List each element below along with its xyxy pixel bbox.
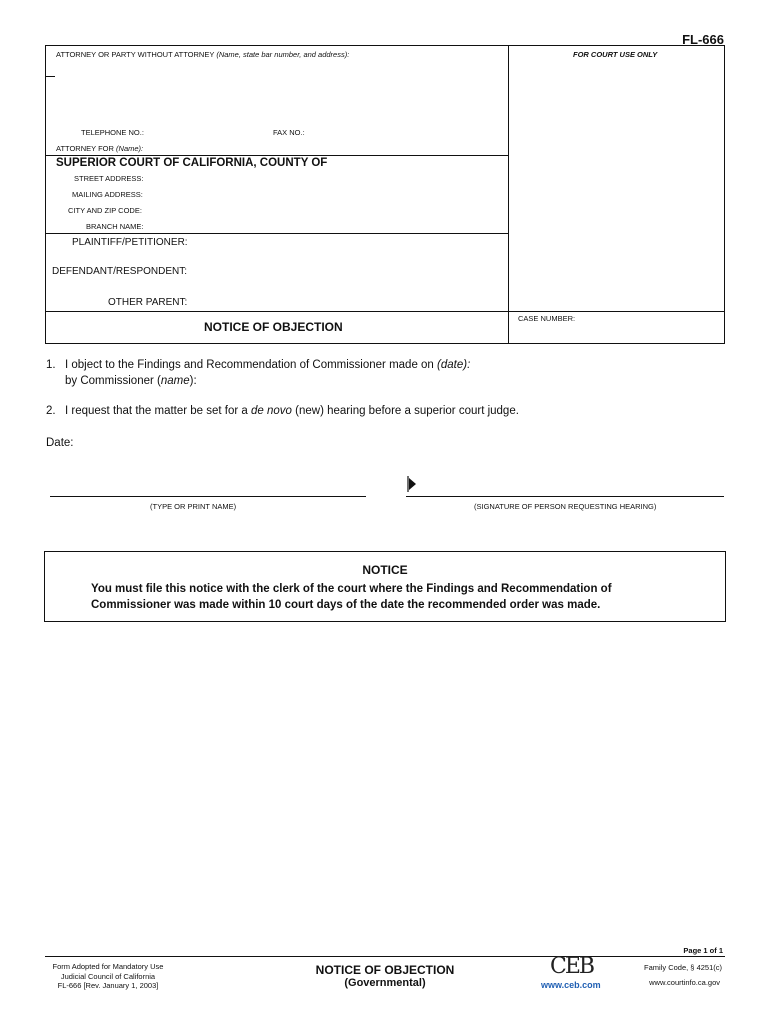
print-name-line: [50, 496, 366, 497]
attorney-info-field[interactable]: [50, 60, 500, 122]
adoption-info: Form Adopted for Mandatory Use Judicial Council of California FL-666 [Rev. January 1, 2003]: [52, 962, 164, 990]
defendant-field[interactable]: [195, 264, 500, 278]
ceb-link[interactable]: www.ceb.com: [541, 980, 601, 990]
notice-line1: You must file this notice with the clerk of the court where the Findings and Recommendation of: [91, 583, 612, 595]
notice-title: NOTICE: [362, 563, 408, 577]
mailing-field[interactable]: [150, 188, 500, 201]
item1-by-commissioner: by Commissioner (name):: [65, 375, 197, 387]
item1-text: I object to the Findings and Recommendation of Commissioner made on (date):: [65, 359, 471, 371]
divider: [45, 233, 508, 234]
city-label: CITY AND ZIP CODE:: [68, 206, 142, 215]
item2-text: I request that the matter be set for a de novo (new) hearing before a superior court judge.: [65, 405, 519, 417]
form-number: FL-666: [682, 32, 724, 47]
signature-line: [406, 496, 724, 497]
attorney-for-label: ATTORNEY FOR (Name):: [56, 144, 144, 153]
street-label: STREET ADDRESS:: [74, 174, 144, 183]
mailing-label: MAILING ADDRESS:: [72, 190, 143, 199]
fax-field[interactable]: [308, 124, 503, 138]
defendant-label: DEFENDANT/RESPONDENT:: [52, 266, 188, 277]
page-number: Page 1 of 1: [683, 946, 723, 955]
footer-subtitle: (Governmental): [344, 977, 426, 989]
case-number-field[interactable]: [515, 324, 720, 340]
caption-divider: [508, 45, 509, 344]
court-use-area: [512, 62, 720, 307]
item1-number: 1.: [46, 359, 56, 371]
fax-label: FAX NO.:: [273, 128, 305, 137]
court-use-label: FOR COURT USE ONLY: [573, 50, 658, 59]
telephone-label: TELEPHONE NO.:: [81, 128, 144, 137]
other-parent-field[interactable]: [195, 295, 500, 309]
city-field[interactable]: [150, 204, 500, 217]
branch-label: BRANCH NAME:: [86, 222, 144, 231]
divider: [45, 311, 725, 312]
court-title: SUPERIOR COURT OF CALIFORNIA, COUNTY OF: [56, 157, 328, 169]
attorney-for-field[interactable]: [130, 140, 500, 154]
attorney-label: ATTORNEY OR PARTY WITHOUT ATTORNEY (Name, state bar number, and address):: [56, 50, 350, 59]
divider: [45, 155, 508, 156]
street-field[interactable]: [150, 172, 500, 185]
commissioner-name-field[interactable]: [200, 373, 718, 388]
signature-label: (SIGNATURE OF PERSON REQUESTING HEARING): [474, 502, 657, 511]
county-field[interactable]: [325, 157, 503, 171]
ceb-logo: CEB: [550, 954, 594, 979]
item1-date-field[interactable]: [468, 357, 718, 372]
date-field[interactable]: [80, 435, 330, 450]
field-marker: [45, 76, 55, 77]
notice-line2: Commissioner was made within 10 court days of the date the recommended order was made.: [91, 599, 601, 611]
print-name-label: (TYPE OR PRINT NAME): [150, 502, 237, 511]
date-label: Date:: [46, 437, 74, 449]
telephone-field[interactable]: [146, 124, 261, 138]
plaintiff-label: PLAINTIFF/PETITIONER:: [72, 237, 188, 248]
item2-number: 2.: [46, 405, 56, 417]
signature-field[interactable]: [420, 475, 720, 495]
footer-divider: [45, 956, 725, 957]
form-title: NOTICE OF OBJECTION: [204, 320, 343, 334]
case-number-label: CASE NUMBER:: [518, 314, 576, 323]
plaintiff-field[interactable]: [195, 235, 500, 249]
branch-field[interactable]: [150, 220, 500, 233]
courtinfo-link[interactable]: www.courtinfo.ca.gov: [649, 978, 720, 987]
footer-title: NOTICE OF OBJECTION: [315, 963, 455, 977]
print-name-field[interactable]: [50, 475, 365, 495]
family-code: Family Code, § 4251(c): [644, 963, 722, 972]
other-parent-label: OTHER PARENT:: [108, 297, 188, 308]
